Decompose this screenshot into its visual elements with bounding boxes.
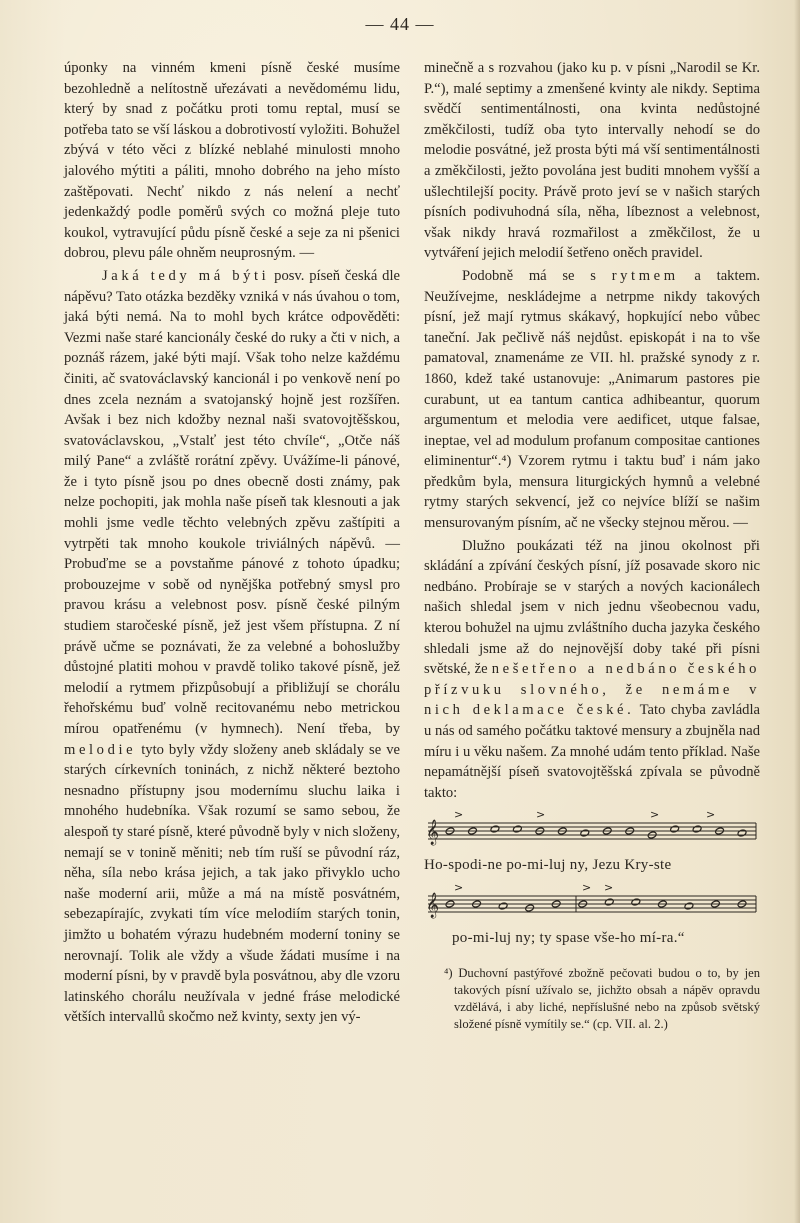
accent-mark: > [536,809,546,822]
clef-glyph-2: 𝄞 [426,892,440,918]
accent-mark: > [650,809,660,822]
note-head [512,825,522,833]
note-head [737,829,747,837]
page-number: — 44 — [365,14,435,34]
note-head [580,829,590,837]
note-head [684,902,694,910]
accent-mark: > [582,881,592,894]
clef-glyph: 𝄞 [426,820,440,846]
right-paragraph-2-text-a: Podobně má se s [462,267,612,284]
music-staff-2 [424,882,760,926]
note-head [490,825,500,833]
note-head [631,898,641,906]
right-column [424,58,760,1033]
right-paragraph-3-text-a: Dlužno poukázati též na jinou okolnost při skládání a zpívání českých písní, jíž posavade skoro nic nedbáno. Probíraje se v starých a nových kacionálech našich shledal jsem v nich jednu všeobecnou vadu, kterou bohužel na ujmu zvláštního ducha jazyka českého shledali jsme až do nejnovější doby také při písni světské, že [424,537,760,678]
staff-1-svg [424,809,760,853]
lyrics-line-2: po-mi-luj ny; ty spase vše-ho mí-ra.“ [452,929,685,946]
music-staff-1 [424,809,760,853]
spaced-phrase-decl: nešetřeno a nedbáno českého přízvuku slovného, že nemáme v nich deklamace české. [424,661,760,719]
note-head [604,898,614,906]
right-paragraph-1: minečně a s rozvahou (jako ku p. v písni „Narodil se Kr. P.“), malé septimy a zmenšené kvinty ale nikdy. Septima svědčí sentimentálnosti, ona kvinta nedůstojné změkčilosti, tudíž oba tyto intervally nehodí se do melodie posvátné, jež prosta býti má vší sentimentálnosti a změkčilosti, ježto povolána jest buditi mnohem vyšší a ušlechtilejší pocity. Právě proto jeví se v našich starých písních podivuhodná síla, něha, líbeznost a velebnost, však nikdy hravá rozmařilost a změkčilost, že u vytváření jejich melodií šetřeno oněch pravidel. [424,60,760,262]
accent-mark: > [454,881,464,894]
footnote: ⁴) Duchovní pastýřové zbožně pečovati budou o to, by jen takových písní užívalo se, jichžto obsah a nápěv opravdu vzdělává, i aby liché, nepříslušné nebo na způsob světský složené písně vymítily se.“ (cp. VII. al. 2.) [444,965,760,1031]
right-paragraph-3-text-b: Tato chyba zavládla u nás od samého počátku taktové mensury a zbujněla nad míru i u věku našem. Za mnohé udám tento příklad. Naše nepamátnější píseň svatovojtěšská zpívala se původně takto: [424,702,761,801]
left-paragraph-2-text: posv. píseň česká dle nápěvu? Tato otázka bezděky vzniká v nás úvahou o tom, jaká býti nemá. Na to mohl bych krátce odpověděti: Vezmi naše staré kancionály české do ruky a čti v nich, a poznáš rázem, jaké býti mají. Však toho nelze každému činiti, ač svatováclavský kancionál i po venkově není po dnes zcela neznám a svatojanský hojně jest rozšířen. Avšak i bez nich kdožby neznal naši svatovojtěšskou, svatováclavskou, „Vstalť jest této chvíle“, „Otče náš milý Pane“ a zvláště rorátní zpěvy. Uvážíme-li pánové, že i tyto písně jsou po dnes obecně dosti známy, pak nelze pochopiti, jak mohla naše píseň tak klesnouti a jak mohli jsme vedle těchto velebných zpěvu zaštípiti a vytrpěti tak mnoho koukole triviálných nápěvů. — Probuďme se a povstaňme pánové z tohoto úpadku; probouzejme v sobě od nynějška potřebný smysl pro pravou krásu a velebnost posv. písně české pilným studiem staročeské písně, jež jest všem přístupna. Z ní právě učme se poznávati, že za velebné a bohoslužby důstojné platiti mohou v pravdě toliko takové písně, jež melodií a rytmem přizpůsobují a přibližují se chorálu řehořskému buď volně recitovanému nebo metrickou mírou opatřenému (v hymnech). Není třeba, by [64,267,400,737]
lyrics-line-1: Ho-spodi-ne po-mi-luj ny, Jezu Kry-ste [424,857,672,874]
right-paragraph-3 [424,536,760,804]
left-column [64,58,400,1028]
left-paragraph-2 [64,266,400,1028]
right-paragraph-2 [424,266,760,534]
left-paragraph-2-text-b: tyto byly vždy složeny aneb skládaly se ve starých církevních toninách, z nichž některé beztoho nesnadno přístupny jsou modernímu sluchu laika i mnohého hudebníka. Však rozumí se samo sebou, že alespoň ty staré písně, které původně byly v nich složeny, nemají se v tonině měniti; neb tím ruší se původní ráz, něha, síla nebo krása jejich, a tak jako přivyklo ucho naše moderní arii, může a má na místě posvátném, sebezapírajíc, zvykati tím více melodiím starých tonin, jimžto u bohatém výrazu hudebném moderní toniny se nerovnají. Tolik ale vždy a všude žádati musíme i na moderní písni, by v pravdě byla posvátnou, aby dle vzoru latinského chorálu neužívala v jedné fráse melodické větších intervallů skočmo než kvinty, sexty jen vý- [64,741,400,1026]
right-paragraph-2-text-b: a taktem. Neužívejme, neskládejme a netrpme nikdy takových písní, jež mají rytmus skákavý, hopkující nebo vůbec taneční. Jak pečlivě náš nejdůst. episkopát i na to vše pamatoval, znamenáme ze VII. hl. pražské synody z r. 1860, kdež také ustanovuje: „Animarum pastores pie curabunt, ut ea tantum cantica adhibeantur, quorum argumentum et melodia vere aedificet, utque falsae, ineptae, vel ad modulum profanum compositae cantiones eliminentur“.⁴) Vzorem rytmu i taktu buď i nám jako předkům byla, mensura liturgických hymnů a velebné rytmy starých sekvencí, jež co nejvíce blíží se našim mensurovaným písním, ač ne všecky stejnou měrou. — [424,267,760,532]
accent-mark: > [706,809,716,822]
staff-2-svg [424,882,760,926]
spaced-word-rytmem: rytmem [611,267,679,284]
note-head [498,902,508,910]
note-head [692,825,702,833]
accent-mark: > [604,881,614,894]
spaced-word-melodie: melodie [64,741,137,758]
spaced-phrase: Jaká tedy má býti [102,267,270,284]
accent-mark: > [454,809,464,822]
note-head [670,825,680,833]
left-paragraph-1: úponky na vinném kmeni písně české musíme bezohledně a nelítostně uřezávati a nevědomému lidu, který by snad z počátku proti tomu reptal, musí se potřeba tato se vší láskou a dobrotivostí vyložiti. Bohužel zbývá v této věci z blízké neblahé minulosti mnoho jalového mýtiti a páliti, mnoho dobrého na jeho místo zaštěpovati. Nechť nikdo z nás nelení a nechť jedenkaždý podle poměrů svých co možná pleje tuto koukol, vytravující půdu písně české a seje za ni pšenici dobrou, plevu pále ohněm neuprosným. — [64,60,401,262]
page-edge-shadow [794,0,800,1223]
